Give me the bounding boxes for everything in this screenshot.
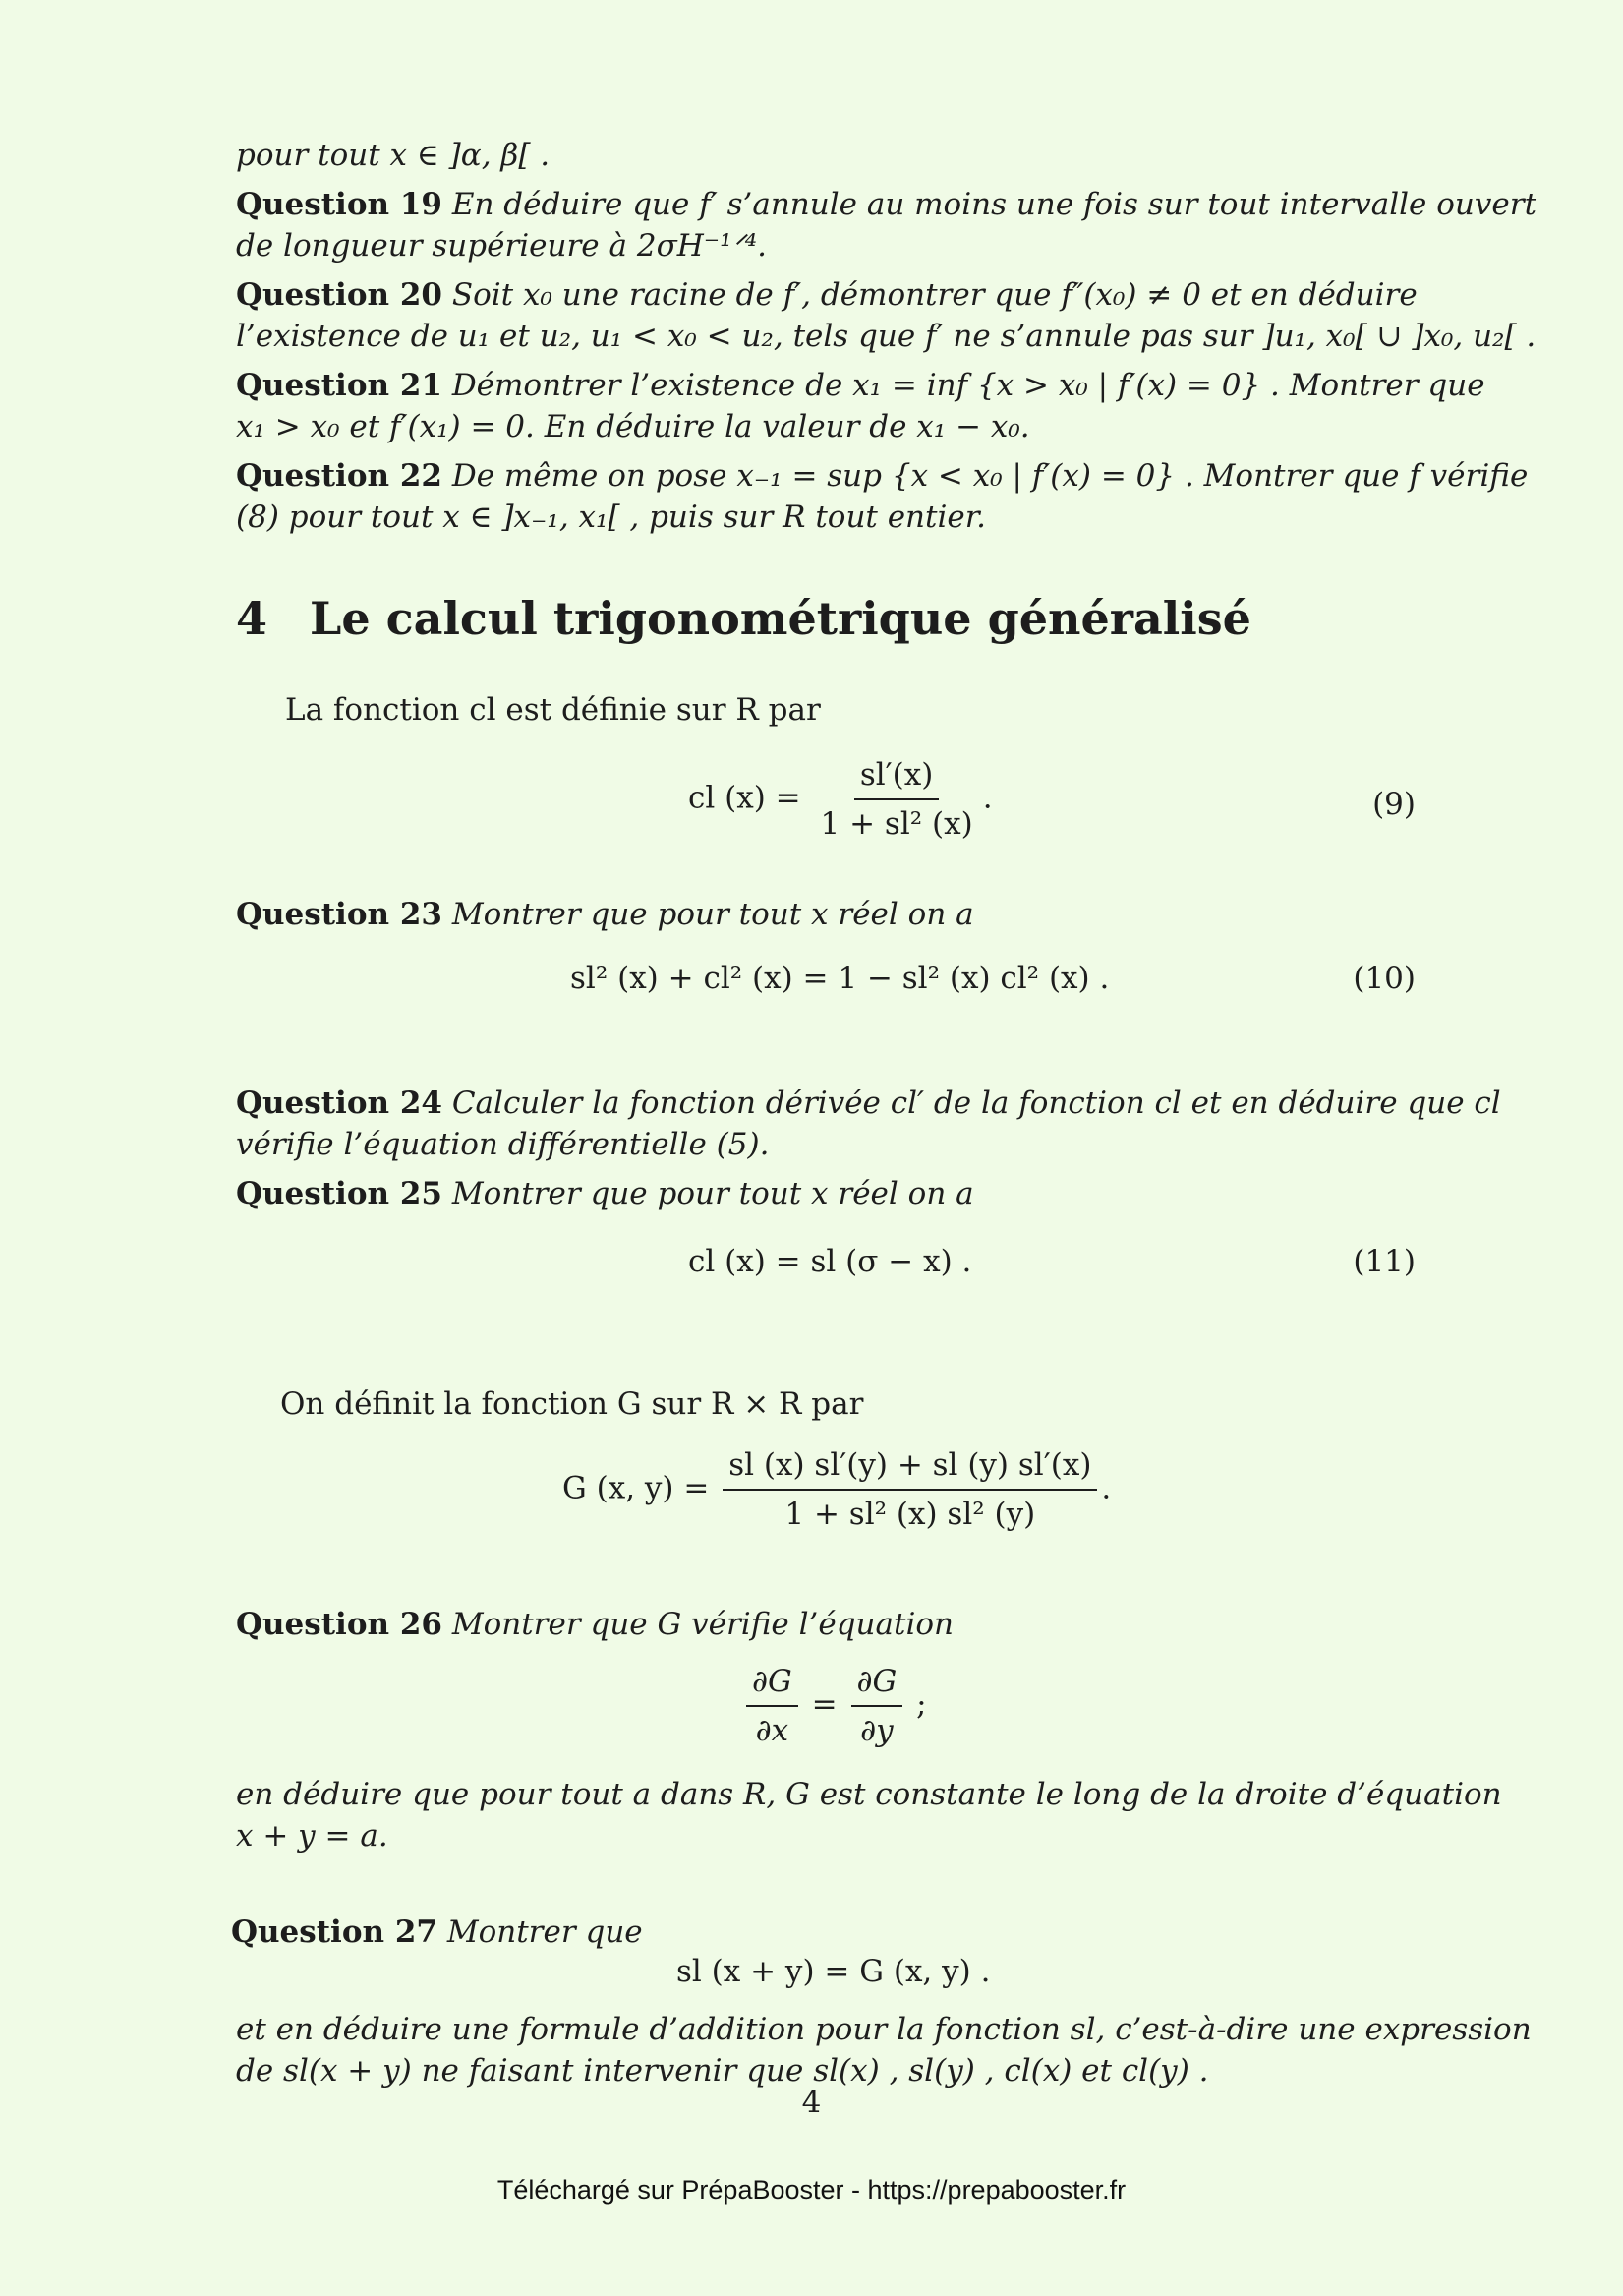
eqG-lhs: G (x, y) = [562, 1470, 710, 1506]
eq26-tail: ; [916, 1686, 927, 1723]
question-23-label: Question 23 [236, 897, 442, 932]
footer-download-note: Téléchargé sur PrépaBooster - https://prepabooster.fr [496, 2175, 1127, 2205]
question-26-line-3: en déduire que pour tout a dans R, G est constante le long de la droite d’équation [236, 1777, 1502, 1812]
question-22-text: De même on pose x₋₁ = sup {x < x₀ | f′(x) = 0} . Montrer que f vérifie [451, 458, 1529, 494]
equation-11: cl (x) = sl (σ − x) . [688, 1244, 972, 1279]
question-24-text: Calculer la fonction dérivée cl′ de la fonction cl et en déduire que cl [451, 1086, 1501, 1121]
continuation-line: pour tout x ∈ ]α, β[ . [236, 138, 551, 173]
question-22-line-1 [236, 456, 1529, 496]
equation-27: sl (x + y) = G (x, y) . [676, 1954, 991, 1989]
question-27-label: Question 27 [231, 1914, 437, 1950]
question-24-label: Question 24 [236, 1086, 442, 1121]
eqG-numerator: sl (x) sl′(y) + sl (y) sl′(x) [723, 1445, 1097, 1491]
question-27 [231, 1913, 1411, 1952]
equation-G [562, 1445, 1111, 1534]
question-20-label: Question 20 [236, 277, 442, 313]
question-26-line-4: x + y = a. [236, 1818, 388, 1854]
section-title: Le calcul trigonométrique généralisé [310, 592, 1251, 645]
question-25-label: Question 25 [236, 1176, 442, 1211]
question-26 [236, 1605, 1416, 1644]
eq26-right-denominator: ∂y [860, 1713, 894, 1748]
equation-10: sl² (x) + cl² (x) = 1 − sl² (x) cl² (x) . [570, 961, 1110, 996]
question-27-line-3: et en déduire une formule d’addition pour la fonction sl, c’est-à-dire une expression [236, 2012, 1532, 2047]
equation-26 [742, 1662, 927, 1750]
question-27-line-4: de sl(x + y) ne faisant intervenir que sl(x) , sl(y) , cl(x) et cl(y) . [236, 2053, 1209, 2089]
question-23-text: Montrer que pour tout x réel on a [451, 897, 974, 932]
intro-cl: La fonction cl est définie sur R par [285, 692, 821, 728]
page-number: 4 [801, 2085, 822, 2120]
intro-G: On définit la fonction G sur R × R par [280, 1386, 864, 1422]
equation-11-tag: (11) [1353, 1244, 1416, 1279]
question-19-line-1 [236, 185, 1537, 224]
eq9-numerator: sl′(x) [854, 755, 940, 800]
eqG-tail: . [1101, 1470, 1112, 1506]
question-22-label: Question 22 [236, 458, 442, 494]
eq9-denominator: 1 + sl² (x) [820, 806, 973, 842]
eq26-left-fraction [746, 1662, 798, 1750]
question-26-label: Question 26 [236, 1607, 442, 1642]
question-21-line-1 [236, 366, 1485, 405]
question-25-text: Montrer que pour tout x réel on a [451, 1176, 974, 1211]
section-number: 4 [236, 592, 268, 645]
question-22-line-2: (8) pour tout x ∈ ]x₋₁, x₁[ , puis sur R tout entier. [236, 500, 987, 535]
eq26-right-numerator: ∂G [851, 1662, 903, 1707]
question-24-line-2: vérifie l’équation différentielle (5). [236, 1127, 770, 1162]
question-19-text: En déduire que f′ s’annule au moins une fois sur tout intervalle ouvert [451, 187, 1537, 222]
eq26-equals: = [811, 1686, 838, 1723]
eq26-left-denominator: ∂x [755, 1713, 789, 1748]
eq26-left-numerator: ∂G [746, 1662, 798, 1707]
question-21-text: Démontrer l’existence de x₁ = inf {x > x₀ | f′(x) = 0} . Montrer que [451, 368, 1485, 403]
equation-9 [688, 755, 993, 844]
eqG-fraction [723, 1445, 1097, 1534]
section-heading [236, 592, 1251, 645]
question-21-label: Question 21 [236, 368, 442, 403]
question-20-line-1 [236, 275, 1416, 315]
eq26-right-fraction [851, 1662, 903, 1750]
question-27-text: Montrer que [446, 1914, 643, 1950]
question-23 [236, 895, 1416, 934]
eqG-denominator: 1 + sl² (x) sl² (y) [784, 1497, 1036, 1532]
eq9-fraction [815, 755, 979, 844]
eq9-lhs: cl (x) = [688, 780, 801, 816]
question-26-text: Montrer que G vérifie l’équation [451, 1607, 954, 1642]
question-24-line-1 [236, 1084, 1501, 1123]
question-19-line-2: de longueur supérieure à 2σH⁻¹ᐟ⁴. [236, 228, 767, 264]
question-19-label: Question 19 [236, 187, 442, 222]
question-21-line-2: x₁ > x₀ et f′(x₁) = 0. En déduire la valeur de x₁ − x₀. [236, 409, 1030, 444]
eq9-tail: . [982, 780, 993, 816]
equation-9-tag: (9) [1372, 787, 1416, 822]
question-20-line-2: l’existence de u₁ et u₂, u₁ < x₀ < u₂, tels que f′ ne s’annule pas sur ]u₁, x₀[ ∪ ]x₀, u₂[ . [236, 319, 1536, 354]
equation-10-tag: (10) [1353, 961, 1416, 996]
question-25 [236, 1174, 1416, 1213]
question-20-text: Soit x₀ une racine de f′, démontrer que f″(x₀) ≠ 0 et en déduire [451, 277, 1418, 313]
